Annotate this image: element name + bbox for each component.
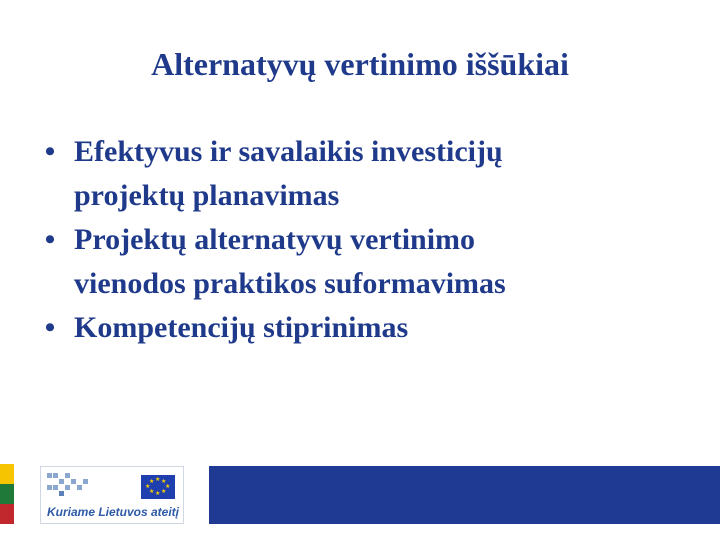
bullet-item bbox=[38, 218, 708, 306]
es-parama-logo-icon bbox=[47, 473, 87, 497]
bullet-dot: • bbox=[44, 311, 56, 344]
bullet-dot: • bbox=[44, 135, 56, 168]
bullet-line: Projektų alternatyvų vertinimo bbox=[74, 223, 476, 256]
eu-flag-icon: ★ ★ ★ ★ ★ ★ ★ ★ bbox=[141, 475, 175, 499]
slide-title: Alternatyvų vertinimo iššūkiai bbox=[151, 46, 569, 82]
bullet-item bbox=[38, 306, 708, 350]
es-funding-logo bbox=[40, 466, 184, 524]
logo-slogan: Kuriame Lietuvos ateitį bbox=[46, 505, 180, 519]
bullet-dot: • bbox=[44, 223, 56, 256]
footer-blue-bar bbox=[209, 466, 720, 524]
bullet-line: vienodos praktikos suformavimas bbox=[74, 267, 506, 300]
bullet-item bbox=[38, 130, 708, 218]
flag-green-stripe bbox=[0, 484, 14, 504]
bullet-line: Kompetencijų stiprinimas bbox=[74, 311, 409, 344]
bullet-list bbox=[38, 130, 708, 350]
flag-yellow-stripe bbox=[0, 464, 14, 484]
bullet-line: Efektyvus ir savalaikis investicijų bbox=[74, 135, 503, 168]
flag-red-stripe bbox=[0, 504, 14, 524]
lithuanian-flag-strip bbox=[0, 464, 14, 524]
bullet-line: projektų planavimas bbox=[74, 179, 340, 212]
